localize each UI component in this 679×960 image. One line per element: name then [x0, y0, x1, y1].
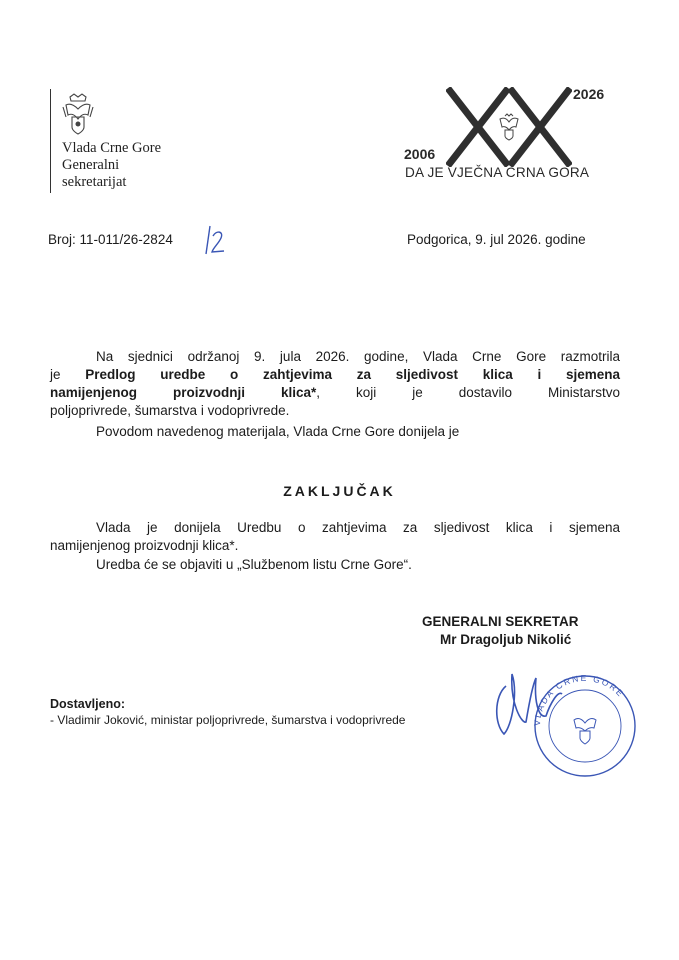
header-divider-line [50, 89, 51, 193]
paragraph-1-line-2 [50, 366, 620, 384]
stamp-arc-text: VLADA CRNE GORE [531, 672, 627, 727]
signatory-name: Mr Dragoljub Nikolić [440, 632, 572, 647]
reference-number: Broj: 11-011/26-2824 [48, 232, 173, 247]
decree-title-part-2: namijenjenog proizvodnji klica* [50, 385, 317, 400]
paragraph-3-line-2: namijenjenog proizvodnji klica*. [50, 538, 239, 553]
place-and-date: Podgorica, 9. jul 2026. godine [407, 232, 586, 247]
logo-year-top: 2026 [573, 86, 605, 102]
anniversary-xx-logo [446, 87, 572, 167]
paragraph-1-line-4: poljoprivrede, šumarstva i vodoprivrede. [50, 403, 290, 418]
distribution-item: - Vladimir Joković, ministar poljoprivrede, šumarstva i vodoprivrede [50, 713, 406, 727]
paragraph-1-line-1: Na sjednici održanoj 9. jula 2026. godine, Vlada Crne Gore razmotrila [96, 349, 620, 364]
official-stamp-and-signature [488, 664, 638, 779]
decree-title-part-1: Predlog uredbe o zahtjevima za sljedivost klica i sjemena [85, 367, 620, 382]
logo-motto: DA JE VJEČNA CRNA GORA [405, 165, 590, 180]
org-name-line-3: sekretarijat [62, 174, 127, 190]
p1-line-3-suffix: , koji je dostavilo Ministarstvo [316, 385, 620, 400]
org-name-line-2: Generalni [62, 157, 120, 173]
p1-line-2-prefix: je [50, 367, 86, 382]
paragraph-1-line-3 [50, 384, 620, 402]
org-name-line-1: Vlada Crne Gore [62, 140, 162, 156]
conclusion-title: ZAKLJUČAK [283, 483, 396, 499]
distribution-label: Dostavljeno: [50, 697, 126, 711]
handwritten-suffix-mark [204, 222, 228, 258]
paragraph-2: Povodom navedenog materijala, Vlada Crne Gore donijela je [96, 424, 460, 439]
logo-year-bottom: 2006 [404, 146, 436, 162]
paragraph-3-line-1: Vlada je donijela Uredbu o zahtjevima za sljedivost klica i sjemena [96, 520, 620, 535]
paragraph-4: Uredba će se objaviti u „Službenom listu Crne Gore“. [96, 557, 412, 572]
signatory-title: GENERALNI SEKRETAR [422, 614, 579, 629]
coat-of-arms-icon [60, 91, 96, 137]
